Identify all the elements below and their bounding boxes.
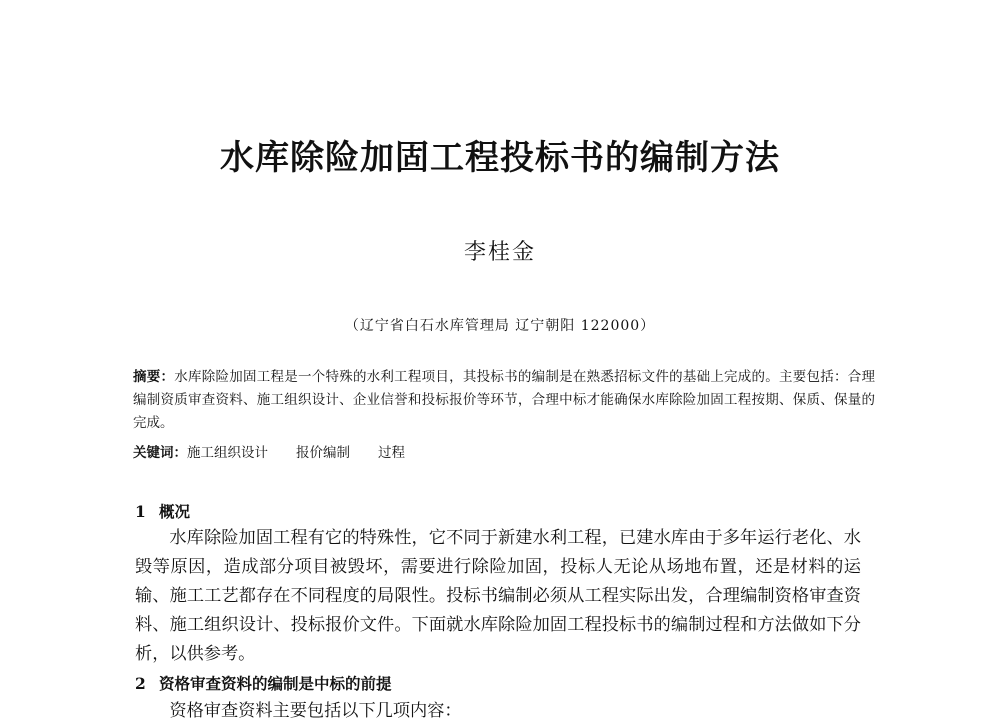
abstract — [133, 366, 875, 435]
section-title: 概况 — [159, 502, 191, 521]
paper-title: 水库除险加固工程投标书的编制方法 — [220, 138, 780, 178]
keyword: 过程 — [378, 445, 405, 461]
abstract-text: 水库除险加固工程是一个特殊的水利工程项目，其投标书的编制是在熟悉招标文件的基础上完成的。主要包括：合理编制资质审查资料、施工组织设计、企业信誉和投标报价等环节，合理中标才能确保水库除险加固工程按期、保质、保量的完成。 — [133, 369, 876, 431]
section-title: 资格审查资料的编制是中标的前提 — [159, 674, 392, 693]
author-name: 李桂金 — [463, 240, 536, 265]
section-paragraph: 水库除险加固工程有它的特殊性，它不同于新建水利工程，已建水库由于多年运行老化、水毁等原因，造成部分项目被毁坏，需要进行除险加固，投标人无论从场地布置，还是材料的运输、施工工艺都存在不同程度的局限性。投标书编制必须从工程实际出发，合理编制资格审查资料、施工组织设计、投标报价文件。下面就水库除险加固工程投标书的编制过程和方法做如下分析，以供参考。 — [135, 528, 861, 664]
keywords-label: 关键词： — [133, 445, 187, 461]
keyword: 施工组织设计 — [187, 445, 268, 461]
section-heading — [135, 672, 392, 694]
section-number: 1 — [135, 502, 146, 521]
author-affiliation: （辽宁省白石水库管理局 辽宁朝阳 122000） — [344, 318, 656, 334]
section-paragraph: 资格审查资料主要包括以下几项内容： — [169, 701, 462, 721]
section-number: 2 — [135, 674, 146, 693]
keywords — [133, 443, 875, 463]
keyword: 报价编制 — [296, 445, 350, 461]
abstract-label: 摘要： — [133, 369, 175, 385]
section-heading — [135, 500, 190, 522]
